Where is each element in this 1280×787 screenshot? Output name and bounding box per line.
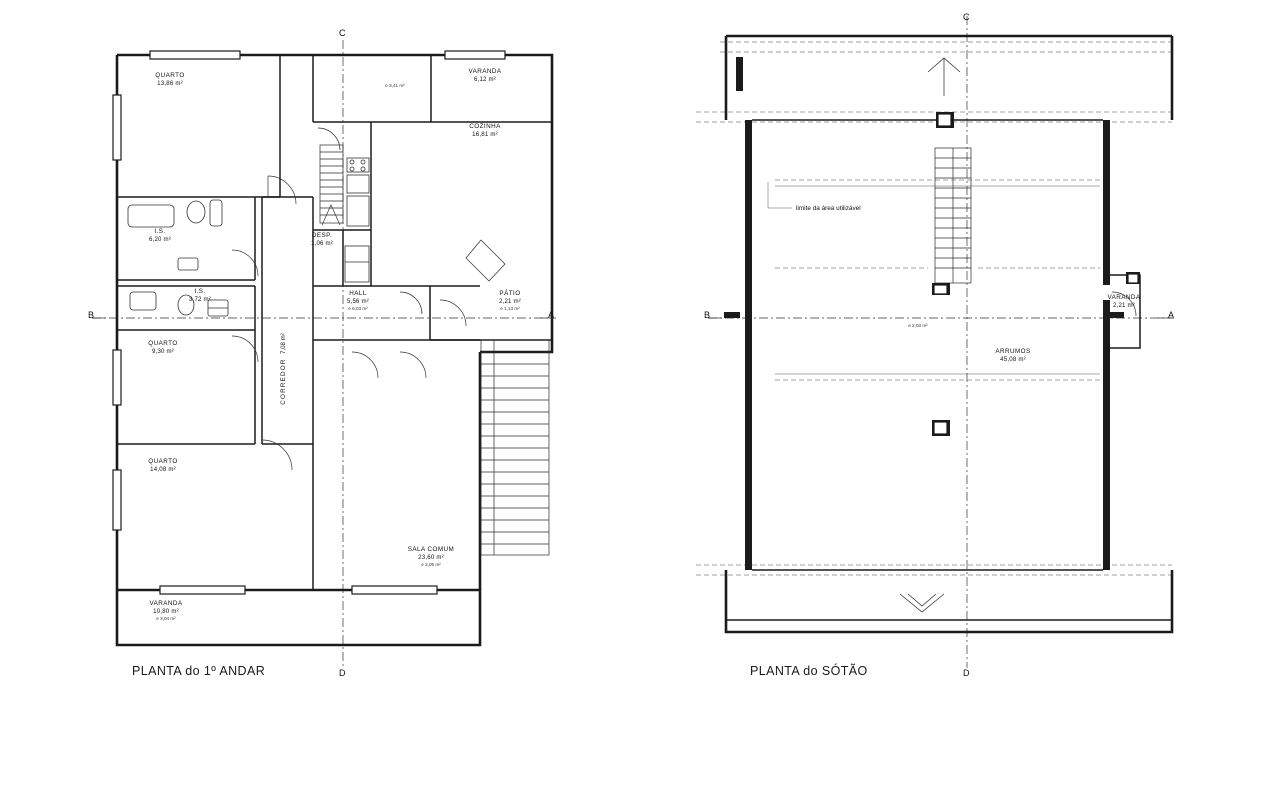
axis-label-d-bottom-floor: D — [339, 668, 346, 678]
room-label-despensa: DESP. 1,06 m² — [310, 232, 334, 247]
axis-label-a-right-attic: A — [1168, 310, 1175, 320]
attic-plan-title: PLANTA do SÓTÃO — [750, 664, 868, 678]
axis-label-c-top-attic: C — [963, 12, 970, 22]
room-label-quarto-2: QUARTO 9,30 m² — [148, 340, 178, 355]
axis-label-b-left-floor: B — [88, 310, 95, 320]
room-label-quarto-3: QUARTO 14,08 m² — [148, 458, 178, 473]
room-label-patio: PÁTIO 2,21 m² e 1,13 m² — [498, 290, 522, 312]
usable-area-annotation: limite da área utilizável — [796, 205, 861, 212]
room-label-corredor: CORREDOR 7,08 m² — [280, 333, 287, 405]
axis-label-b-left-attic: B — [704, 310, 711, 320]
room-label-varanda-top: VARANDA 6,12 m² — [468, 68, 502, 83]
axis-label-d-bottom-attic: D — [963, 668, 970, 678]
room-label-cozinha: COZINHA 16,81 m² — [469, 123, 501, 138]
room-label-varanda-attic: VARANDA 2,21 m² — [1107, 294, 1141, 309]
room-label-arrumos: ARRUMOS 45,08 m² — [995, 348, 1031, 363]
room-label-quarto-1: QUARTO 13,86 m² — [155, 72, 185, 87]
room-label-varanda-bottom: VARANDA 10,80 m² e 3,04 m² — [149, 600, 183, 622]
first-floor-plan-title: PLANTA do 1º ANDAR — [132, 664, 266, 678]
axis-label-c-top-floor: C — [339, 28, 346, 38]
axis-label-a-right-floor: A — [548, 310, 555, 320]
attic-extra-note: e 2,03 m² — [908, 323, 928, 328]
room-label-is-2: I.S. 3,72 m² — [188, 288, 212, 303]
varanda-top-extra-note: e 3,41 m² — [385, 83, 405, 88]
room-label-is-1: I.S. 6,20 m² — [148, 228, 172, 243]
room-label-sala-comum: SALA COMUM 23,60 m² e 2,05 m² — [407, 546, 455, 568]
attic-plan — [660, 0, 1280, 787]
room-label-hall: HALL 5,56 m² e 6,03 m² — [346, 290, 370, 312]
